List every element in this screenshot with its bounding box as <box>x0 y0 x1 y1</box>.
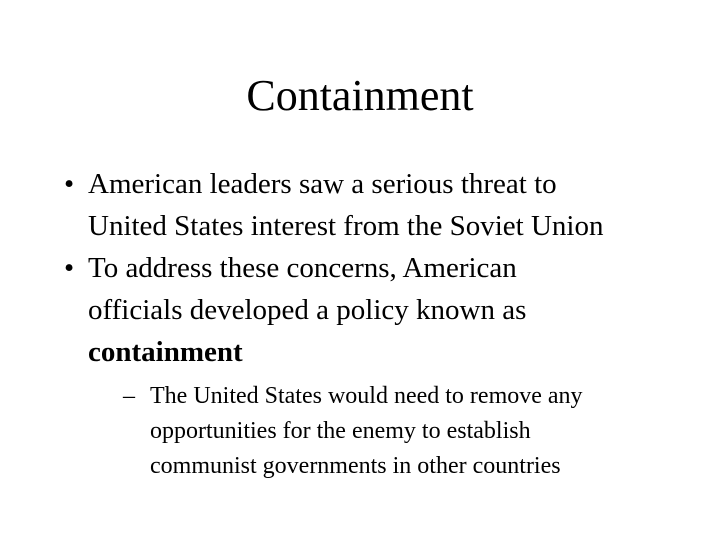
sub-bullet-list <box>123 379 713 484</box>
bullet-line: To address these concerns, American <box>88 252 517 284</box>
bullet-line: officials developed a policy known as <box>88 294 527 326</box>
slide-title: Containment <box>246 71 474 120</box>
sub-bullet-item <box>123 379 713 484</box>
bullet-text <box>88 247 678 373</box>
bullet-item <box>58 247 678 484</box>
sub-bullet-line: The United States would need to remove any <box>150 383 583 409</box>
bullet-list <box>58 163 678 484</box>
sub-bullet-marker: – <box>123 383 135 409</box>
sub-bullet-line: opportunities for the enemy to establish <box>150 418 531 444</box>
bullet-line: American leaders saw a serious threat to <box>88 168 557 200</box>
bullet-line: United States interest from the Soviet Union <box>88 210 604 242</box>
bullet-item <box>58 163 678 247</box>
bullet-text <box>88 163 678 247</box>
bullet-marker: • <box>64 168 75 200</box>
bullet-marker: • <box>64 252 75 284</box>
bullet-emphasis-term: containment <box>88 336 243 368</box>
sub-bullet-line: communist governments in other countries <box>150 453 561 479</box>
